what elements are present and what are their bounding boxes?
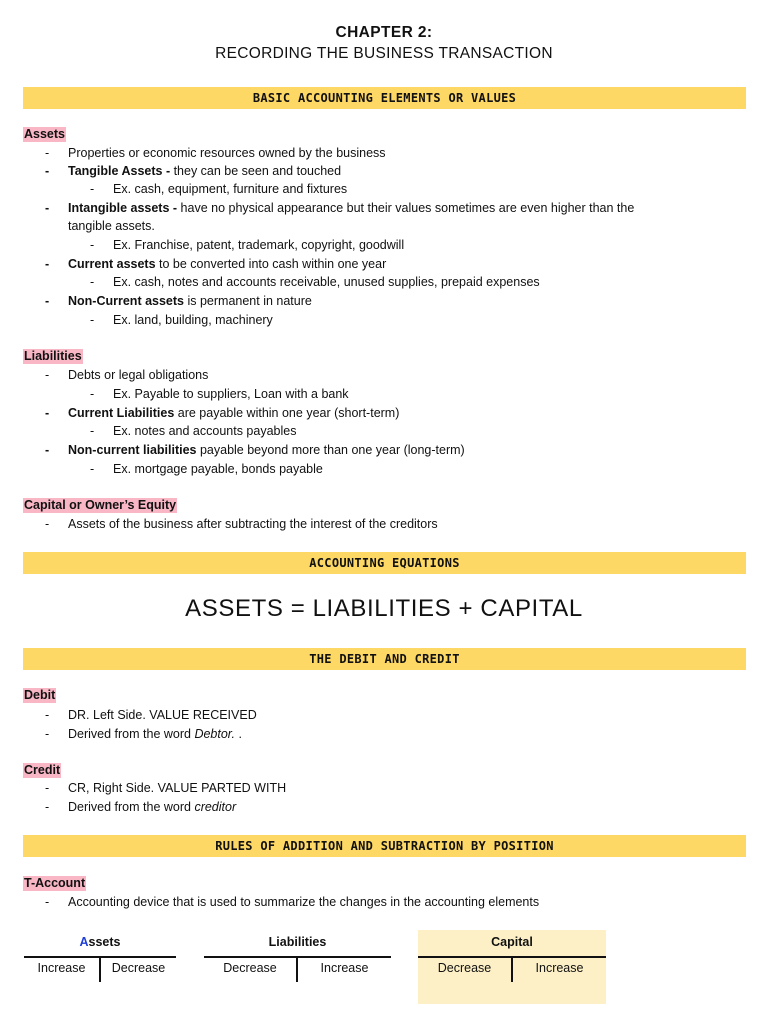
t-account-assets-title [24, 935, 176, 949]
section-band-accounting-equations: ACCOUNTING EQUATIONS [23, 552, 746, 574]
assets-left-label: Increase [37, 961, 86, 975]
liabilities-left-label: Decrease [223, 961, 277, 975]
capital-bullet-1: Assets of the business after subtracting the interest of the creditors [68, 517, 438, 531]
sub-bullet-dash: - [90, 387, 95, 401]
chapter-subtitle: RECORDING THE BUSINESS TRANSACTION [215, 45, 553, 62]
non-current-liabilities-example: Ex. mortgage payable, bonds payable [113, 462, 323, 476]
capital-heading: Capital or Owner’s Equity [24, 498, 177, 512]
bullet-dash: - [45, 895, 50, 909]
credit-bullet-1: CR, Right Side. VALUE PARTED WITH [68, 781, 287, 795]
bullet-dash: - [45, 201, 50, 215]
bullet-dash: - [45, 368, 50, 382]
non-current-assets-example: Ex. land, building, machinery [113, 313, 273, 327]
bullet-dash: - [45, 164, 50, 178]
credit-heading: Credit [24, 763, 61, 777]
sub-bullet-dash: - [90, 462, 95, 476]
assets-heading: Assets [24, 127, 65, 141]
credit-derived-text: Derived from the word [68, 800, 195, 814]
tangible-assets-example: Ex. cash, equipment, furniture and fixtures [113, 182, 348, 196]
term-non-current-liabilities: Non-current liabilities [68, 443, 197, 457]
non-current-assets-desc: is permanent in nature [184, 294, 312, 308]
t-account-liabilities-hline [204, 956, 391, 958]
debit-derived-word: Debtor. [194, 727, 239, 741]
section-band-basic-elements: BASIC ACCOUNTING ELEMENTS OR VALUES [23, 87, 746, 109]
bullet-dash: - [45, 800, 50, 814]
term-current-assets: Current assets [68, 257, 156, 271]
chapter-title: CHAPTER 2: [335, 24, 433, 41]
sub-bullet-dash: - [90, 275, 95, 289]
bullet-dash: - [45, 257, 50, 271]
debit-bullet-2 [68, 727, 242, 742]
term-tangible-assets: Tangible Assets - [68, 164, 171, 178]
intangible-assets-example: Ex. Franchise, patent, trademark, copyright, goodwill [113, 238, 405, 252]
bullet-dash: - [45, 517, 50, 531]
debit-derived-end: . [238, 727, 242, 741]
intangible-assets-desc: have no physical appearance but their values sometimes are even higher than the [177, 201, 635, 215]
capital-right-label: Increase [535, 961, 584, 975]
term-non-current-assets: Non-Current assets [68, 294, 184, 308]
t-account-heading: T-Account [24, 876, 86, 890]
bullet-dash: - [45, 146, 50, 160]
tangible-assets-desc: they can be seen and touched [170, 164, 342, 178]
credit-bullet-2 [68, 800, 236, 815]
accounting-equation: ASSETS = LIABILITIES + CAPITAL [185, 595, 583, 622]
debit-heading: Debit [24, 688, 56, 702]
assets-bullet-current [68, 257, 386, 272]
liabilities-bullet-non-current [68, 443, 465, 458]
sub-bullet-dash: - [90, 424, 95, 438]
term-current-liabilities: Current Liabilities [68, 406, 175, 420]
debit-derived-text: Derived from the word [68, 727, 195, 741]
assets-bullet-1: Properties or economic resources owned by the business [68, 146, 386, 160]
liabilities-example-1: Ex. Payable to suppliers, Loan with a bank [113, 387, 349, 401]
bullet-dash: - [45, 781, 50, 795]
sub-bullet-dash: - [90, 313, 95, 327]
t-account-liabilities-title: Liabilities [268, 935, 327, 949]
debit-bullet-1: DR. Left Side. VALUE RECEIVED [68, 708, 257, 722]
t-account-bullet-1: Accounting device that is used to summarize the changes in the accounting elements [68, 895, 540, 909]
current-liabilities-example: Ex. notes and accounts payables [113, 424, 297, 438]
current-assets-desc: to be converted into cash within one year [155, 257, 387, 271]
assets-bullet-tangible [68, 164, 341, 179]
liabilities-bullet-1: Debts or legal obligations [68, 368, 209, 382]
liabilities-right-label: Increase [320, 961, 369, 975]
bullet-dash: - [45, 406, 50, 420]
assets-right-label: Decrease [111, 961, 166, 975]
capital-left-label: Decrease [437, 961, 492, 975]
section-band-debit-credit: THE DEBIT AND CREDIT [23, 648, 746, 670]
bullet-dash: - [45, 727, 50, 741]
assets-bullet-intangible [68, 201, 634, 216]
bullet-dash: - [45, 708, 50, 722]
assets-title-rest: ssets [88, 935, 121, 949]
t-account-capital-title: Capital [491, 935, 533, 949]
bullet-dash: - [45, 294, 50, 308]
liabilities-heading: Liabilities [24, 349, 82, 363]
sub-bullet-dash: - [90, 182, 95, 196]
sub-bullet-dash: - [90, 238, 95, 252]
current-assets-example: Ex. cash, notes and accounts receivable, unused supplies, prepaid expenses [113, 275, 540, 289]
assets-bullet-non-current [68, 294, 312, 309]
credit-derived-word: creditor [194, 800, 237, 814]
non-current-liabilities-desc: payable beyond more than one year (long-term) [196, 443, 465, 457]
intangible-assets-desc-cont: tangible assets. [68, 219, 155, 233]
liabilities-bullet-current [68, 406, 399, 421]
section-band-rules: RULES OF ADDITION AND SUBTRACTION BY POSITION [23, 835, 746, 857]
assets-title-first-letter: A [79, 935, 89, 949]
current-liabilities-desc: are payable within one year (short-term) [174, 406, 400, 420]
bullet-dash: - [45, 443, 50, 457]
term-intangible-assets: Intangible assets - [68, 201, 178, 215]
